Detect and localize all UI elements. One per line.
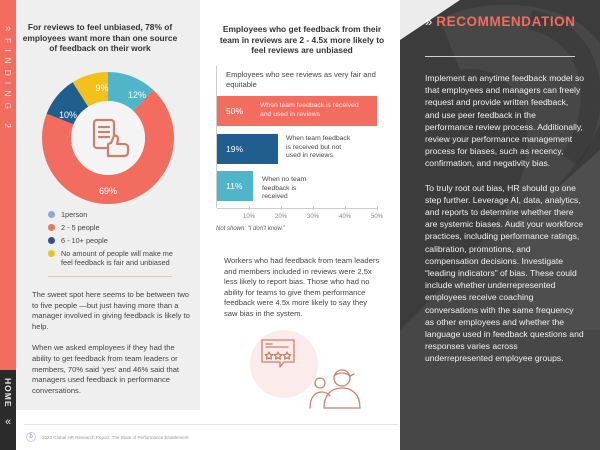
bar-chart-title: Employees who get feedback from their team in reviews are 2 - 4.5x more likely to feel reviews are unbiased	[219, 24, 385, 55]
x-axis	[217, 208, 377, 209]
legend-dot	[48, 211, 55, 218]
bar-value: 11%	[226, 181, 243, 191]
legend-label: 2 - 5 people	[61, 223, 100, 232]
paragraph: When we asked employees if they had the ability to get feedback from team leaders or members, 70% said ‘yes’ and 46% said that managers used feedback in performance conversations.	[32, 343, 180, 395]
home-button[interactable]	[0, 370, 16, 450]
x-tick-label: 40%	[338, 214, 352, 220]
legend-item	[48, 223, 198, 232]
legend-item	[48, 210, 198, 219]
paragraph: To truly root out bias, HR should go one step further. Leverage AI, data, analytics, and reports to determine whether there are systemic biases. Audit your workforce practices, including performance ratings, calibration, promotions, and compensation decisions. Investigate “leading indicators” of bias. These could include whether underrepresented employees receive coaching conversations with the same frequency as other employees and whether the language used in feedback questions and responses varies across underrepresented employee groups.	[425, 182, 584, 364]
legend-label: 1person	[61, 210, 88, 219]
middle-body-text: Workers who had feedback from team leaders and members included in reviews were 2.5x less likely to report bias. Those who had no ability for teams to give them performance feedback were 4.5x more likely to say they saw bias in the system.	[224, 256, 380, 318]
donut-chart-title: For reviews to feel unbiased, 78% of employees want more than one source of feedback on their work	[22, 22, 178, 53]
donut-chart	[38, 68, 178, 208]
double-chevron-right-icon: »	[425, 14, 431, 29]
svg-text:12%: 12%	[127, 90, 147, 100]
legend-label: No amount of people will make me feel feedback is fair and unbiased	[61, 249, 173, 267]
tick-mark	[249, 206, 250, 210]
bar-value: 50%	[226, 106, 244, 116]
bar-label: When no team feedback is received	[262, 176, 307, 201]
finding-nav[interactable]	[0, 24, 16, 134]
brand-logo-icon: b	[26, 432, 36, 442]
tick-mark	[313, 206, 314, 210]
x-tick-label: 50%	[370, 214, 384, 220]
bar-chart-subtitle: Employees who see reviews as very fair and equitable	[226, 70, 376, 89]
chart-footnote: Not shown: “I don’t know.”	[216, 226, 286, 232]
x-tick-label: 30%	[306, 214, 320, 220]
bar-label: When team feedback is received but not used in reviews	[286, 135, 351, 160]
double-chevron-right-icon: »	[5, 23, 11, 34]
bar-team-feedback-not-used	[217, 134, 278, 164]
x-tick-label: 10%	[242, 214, 256, 220]
legend-label: 6 - 10+ people	[61, 236, 108, 245]
svg-text:69%: 69%	[98, 186, 118, 196]
paragraph: The sweet spot here seems to be between two to five people —but just having more than a manager involved in giving feedback is likely to help.	[32, 290, 190, 331]
legend-item	[48, 249, 198, 267]
footer	[26, 432, 189, 442]
recommendation-body	[425, 72, 585, 377]
finding-label: FINDING 2	[3, 38, 13, 135]
x-tick-label: 20%	[274, 214, 288, 220]
legend-item	[48, 236, 198, 245]
svg-text:9%: 9%	[95, 83, 109, 93]
tick-mark	[345, 206, 346, 210]
legend-dot	[48, 250, 55, 257]
paragraph: Implement an anytime feedback model so that employees and managers can freely request and provide written feedback, and use peer feedback in the performance review process. Additionally, review your performance management process for biases, such as recency, confirmation, and negativity bias.	[425, 73, 585, 169]
legend-dot	[48, 237, 55, 244]
tick-mark	[281, 206, 282, 210]
divider	[48, 276, 172, 277]
team-review-illustration	[250, 330, 370, 410]
bar-value: 19%	[226, 144, 244, 154]
recommendation-title: RECOMMENDATION	[436, 14, 576, 29]
recommendation-panel	[400, 0, 600, 450]
divider	[425, 56, 575, 57]
person-icon	[315, 378, 325, 388]
recommendation-header	[425, 14, 576, 29]
bar-label: When team feedback is received and used in reviews	[260, 102, 359, 118]
home-label: HOME	[3, 378, 13, 408]
donut-legend	[48, 210, 198, 271]
bar-no-team-feedback	[217, 171, 253, 201]
tick-mark	[377, 206, 378, 210]
footer-text: 2023 Global HR Research Report: The State of Performance Enablement	[42, 434, 189, 440]
double-chevron-up-icon: «	[4, 415, 12, 428]
bar-chart	[216, 66, 388, 236]
svg-text:10%: 10%	[58, 110, 78, 120]
footer-divider	[24, 424, 398, 425]
finding-body-text	[32, 290, 192, 407]
legend-dot	[48, 224, 55, 231]
